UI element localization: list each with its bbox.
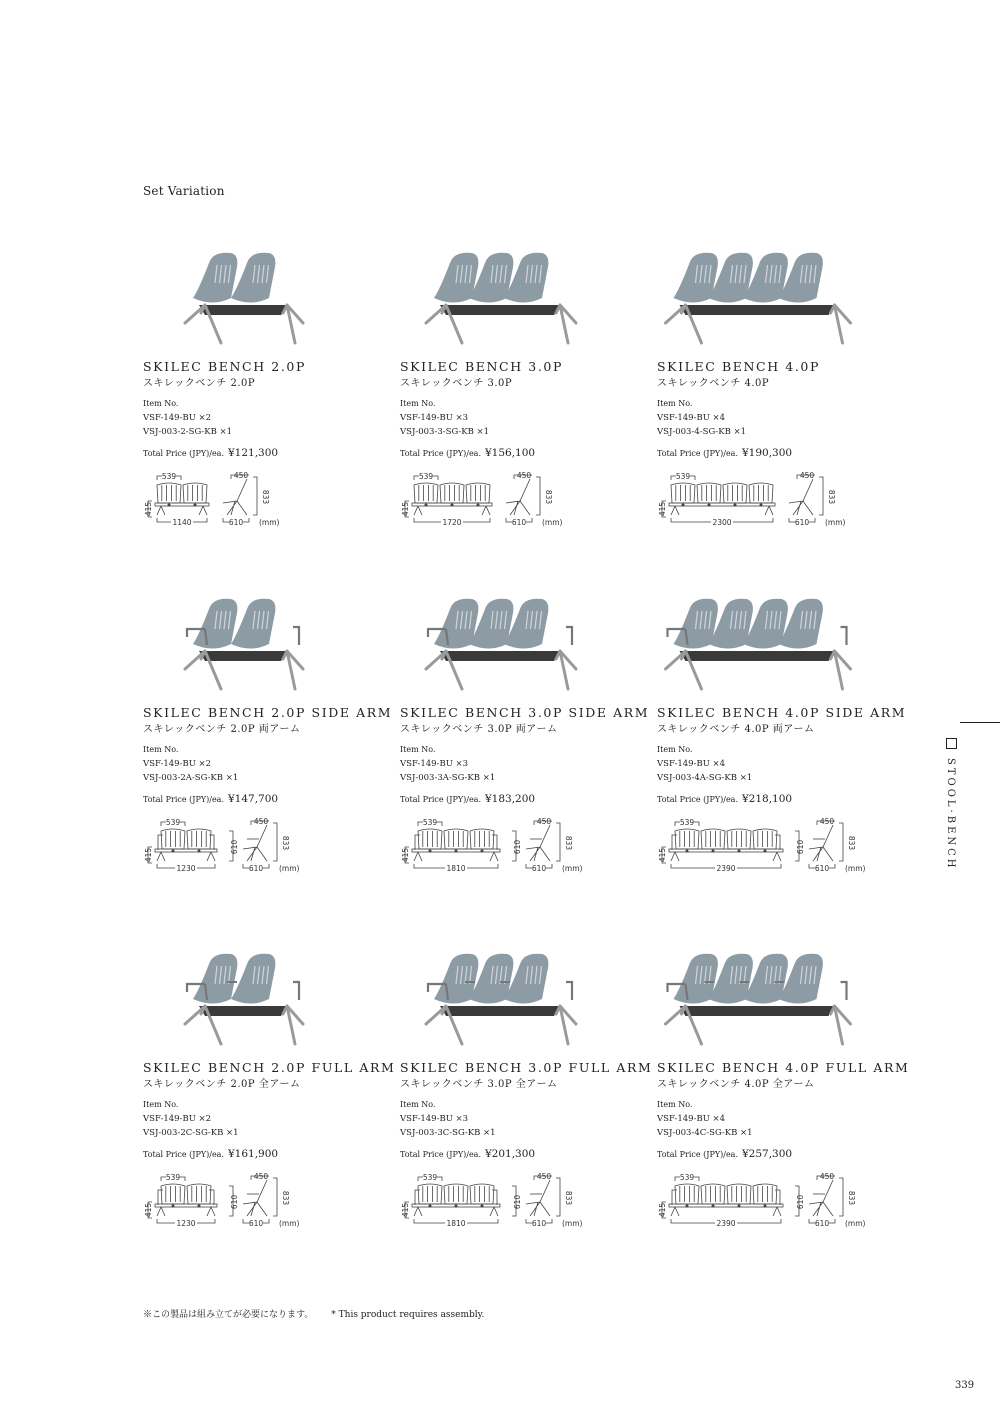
bench-beam xyxy=(199,651,287,661)
product-name: SKILEC BENCH 4.0P FULL ARM xyxy=(657,1060,910,1075)
bench-beam xyxy=(680,651,835,661)
product-photo xyxy=(400,589,610,699)
dimension-total-height: 833 xyxy=(281,835,290,851)
dimension-total-width: 1230 xyxy=(176,864,196,873)
leg-frame xyxy=(556,651,576,689)
front-view-drawing xyxy=(669,483,775,515)
bench-beam xyxy=(440,305,560,315)
product-name-jp: スキレックベンチ 3.0P 全アーム xyxy=(400,1079,558,1090)
unit-label: (mm) xyxy=(562,1219,583,1228)
dimension-seat-width: 539 xyxy=(165,818,181,827)
dimension-seat-height: 415 xyxy=(658,847,667,863)
product-card xyxy=(400,243,640,543)
dimension-diagram xyxy=(657,1172,887,1240)
front-view-drawing xyxy=(155,829,217,861)
page-number: 339 xyxy=(955,1380,975,1391)
dimension-leg-span: 610 xyxy=(531,1219,547,1228)
side-view-drawing xyxy=(243,1180,267,1216)
product-photo xyxy=(400,243,610,353)
product-name-jp: スキレックベンチ 4.0P xyxy=(657,378,770,389)
dimension-total-width: 1810 xyxy=(446,864,466,873)
leg-frame xyxy=(283,651,303,689)
front-view-drawing xyxy=(412,483,492,515)
dimension-arm-height: 610 xyxy=(513,1194,522,1210)
leg-frame xyxy=(831,1006,851,1044)
product-name: SKILEC BENCH 2.0P FULL ARM xyxy=(143,1060,396,1075)
price-label: Total Price (JPY)/ea. xyxy=(657,449,738,458)
item-code: VSF-149-BU ×2 xyxy=(143,1114,212,1124)
leg-frame xyxy=(283,305,303,343)
item-code: VSJ-003-2A-SG-KB ×1 xyxy=(143,773,239,783)
price-label: Total Price (JPY)/ea. xyxy=(400,1150,481,1159)
price-value: ¥183,200 xyxy=(485,793,536,805)
section-title: Set Variation xyxy=(143,184,225,198)
dimension-diagram xyxy=(400,817,630,885)
unit-label: (mm) xyxy=(845,1219,866,1228)
dimension-seat-height: 415 xyxy=(144,501,153,517)
dimension-seat-height: 415 xyxy=(144,847,153,863)
front-view-drawing xyxy=(412,829,500,861)
dimension-seat-width: 539 xyxy=(675,472,691,481)
product-name-jp: スキレックベンチ 4.0P 全アーム xyxy=(657,1079,815,1090)
product-photo xyxy=(143,243,353,353)
item-code: VSF-149-BU ×2 xyxy=(143,759,212,769)
side-tab-rule xyxy=(960,722,1000,723)
dimension-seat-width: 539 xyxy=(418,472,434,481)
unit-label: (mm) xyxy=(562,864,583,873)
dimension-seat-width: 539 xyxy=(165,1173,181,1182)
dimension-seat-height: 415 xyxy=(144,1202,153,1218)
item-code: VSF-149-BU ×3 xyxy=(400,759,469,769)
price-label: Total Price (JPY)/ea. xyxy=(400,795,481,804)
price-label: Total Price (JPY)/ea. xyxy=(143,449,224,458)
dimension-diagram xyxy=(400,1172,630,1240)
item-code: VSJ-003-3-SG-KB ×1 xyxy=(400,427,490,437)
dimension-arm-height: 610 xyxy=(796,1194,805,1210)
price-value: ¥257,300 xyxy=(742,1148,793,1160)
bench-beam xyxy=(199,1006,287,1016)
item-no-label: Item No. xyxy=(657,399,693,408)
dimension-total-height: 833 xyxy=(281,1190,290,1206)
product-name: SKILEC BENCH 3.0P xyxy=(400,359,563,374)
armrest xyxy=(293,982,299,1000)
unit-label: (mm) xyxy=(542,518,563,527)
dimension-total-height: 833 xyxy=(847,1190,856,1206)
dimension-leg-span: 610 xyxy=(248,1219,264,1228)
dimension-total-width: 1810 xyxy=(446,1219,466,1228)
item-code: VSF-149-BU ×4 xyxy=(657,413,726,423)
price-label: Total Price (JPY)/ea. xyxy=(657,795,738,804)
product-name-jp: スキレックベンチ 2.0P 両アーム xyxy=(143,724,301,735)
dimension-seat-width: 539 xyxy=(161,472,177,481)
seat-shell xyxy=(193,954,237,1004)
dimension-total-height: 833 xyxy=(847,835,856,851)
dimension-seat-depth: 450 xyxy=(536,1172,552,1181)
item-code: VSJ-003-3A-SG-KB ×1 xyxy=(400,773,496,783)
armrest xyxy=(841,982,847,1000)
dimension-seat-width: 539 xyxy=(679,1173,695,1182)
item-code: VSF-149-BU ×4 xyxy=(657,759,726,769)
side-view-drawing xyxy=(243,825,267,861)
dimension-leg-span: 610 xyxy=(814,864,830,873)
dimension-seat-height: 415 xyxy=(658,1202,667,1218)
unit-label: (mm) xyxy=(279,1219,300,1228)
dimension-diagram xyxy=(657,817,887,885)
item-code: VSF-149-BU ×4 xyxy=(657,1114,726,1124)
bench-beam xyxy=(680,1006,835,1016)
product-card xyxy=(143,944,396,1244)
dimension-seat-width: 539 xyxy=(422,1173,438,1182)
item-code: VSJ-003-2C-SG-KB ×1 xyxy=(143,1128,239,1138)
dimension-arm-height: 610 xyxy=(230,839,239,855)
product-photo xyxy=(657,243,867,353)
bench-beam xyxy=(199,305,287,315)
dimension-leg-span: 610 xyxy=(511,518,527,527)
price-value: ¥147,700 xyxy=(228,793,279,805)
side-view-drawing xyxy=(809,1180,833,1216)
dimension-total-width: 2390 xyxy=(716,864,736,873)
item-code: VSJ-003-4C-SG-KB ×1 xyxy=(657,1128,753,1138)
side-view-drawing xyxy=(506,479,530,515)
dimension-seat-depth: 450 xyxy=(233,471,249,480)
price-value: ¥190,300 xyxy=(742,447,793,459)
dimension-diagram xyxy=(143,1172,373,1240)
unit-label: (mm) xyxy=(279,864,300,873)
product-photo xyxy=(400,944,610,1054)
price-line xyxy=(143,793,278,805)
item-no-label: Item No. xyxy=(143,1100,179,1109)
dimension-seat-width: 539 xyxy=(679,818,695,827)
dimension-total-width: 1230 xyxy=(176,1219,196,1228)
dimension-total-height: 833 xyxy=(544,489,553,505)
front-view-drawing xyxy=(412,1184,500,1216)
leg-frame xyxy=(556,1006,576,1044)
front-view-drawing xyxy=(155,483,209,515)
dimension-total-height: 833 xyxy=(564,835,573,851)
side-view-drawing xyxy=(526,825,550,861)
price-label: Total Price (JPY)/ea. xyxy=(143,795,224,804)
price-label: Total Price (JPY)/ea. xyxy=(143,1150,224,1159)
item-code: VSF-149-BU ×2 xyxy=(143,413,212,423)
front-view-drawing xyxy=(669,829,783,861)
product-card xyxy=(657,589,907,889)
product-card xyxy=(143,589,393,889)
item-code: VSJ-003-2-SG-KB ×1 xyxy=(143,427,233,437)
price-value: ¥201,300 xyxy=(485,1148,536,1160)
front-view-drawing xyxy=(155,1184,217,1216)
product-photo xyxy=(657,944,867,1054)
dimension-diagram xyxy=(400,471,630,539)
side-view-drawing xyxy=(809,825,833,861)
dimension-leg-span: 610 xyxy=(814,1219,830,1228)
product-name-jp: スキレックベンチ 3.0P 両アーム xyxy=(400,724,558,735)
product-photo xyxy=(657,589,867,699)
price-line xyxy=(143,1148,278,1160)
side-view-drawing xyxy=(789,479,813,515)
dimension-seat-depth: 450 xyxy=(253,1172,269,1181)
footnote xyxy=(143,1307,484,1320)
category-square-icon xyxy=(946,738,957,749)
price-line xyxy=(400,1148,535,1160)
product-name: SKILEC BENCH 2.0P xyxy=(143,359,306,374)
bench-beam xyxy=(440,651,560,661)
dimension-total-width: 2390 xyxy=(716,1219,736,1228)
product-card xyxy=(143,243,383,543)
item-code: VSJ-003-4A-SG-KB ×1 xyxy=(657,773,753,783)
product-card xyxy=(400,944,653,1244)
side-view-drawing xyxy=(223,479,247,515)
front-view-drawing xyxy=(669,1184,783,1216)
dimension-seat-height: 415 xyxy=(401,847,410,863)
dimension-seat-depth: 450 xyxy=(516,471,532,480)
footnote-jp: ※この製品は組み立てが必要になります。 xyxy=(143,1310,314,1320)
item-no-label: Item No. xyxy=(143,745,179,754)
price-line xyxy=(143,447,278,459)
price-line xyxy=(400,447,535,459)
product-name: SKILEC BENCH 2.0P SIDE ARM xyxy=(143,705,393,720)
product-name: SKILEC BENCH 4.0P xyxy=(657,359,820,374)
seat-shell xyxy=(231,954,275,1004)
dimension-seat-depth: 450 xyxy=(819,1172,835,1181)
price-value: ¥218,100 xyxy=(742,793,793,805)
dimension-seat-depth: 450 xyxy=(799,471,815,480)
product-card xyxy=(657,944,910,1244)
seat-shell xyxy=(193,253,237,303)
item-no-label: Item No. xyxy=(657,1100,693,1109)
item-code: VSF-149-BU ×3 xyxy=(400,1114,469,1124)
price-line xyxy=(400,793,535,805)
item-code: VSF-149-BU ×3 xyxy=(400,413,469,423)
product-name: SKILEC BENCH 3.0P FULL ARM xyxy=(400,1060,653,1075)
leg-frame xyxy=(556,305,576,343)
side-view-drawing xyxy=(526,1180,550,1216)
product-name: SKILEC BENCH 4.0P SIDE ARM xyxy=(657,705,907,720)
dimension-diagram xyxy=(143,471,373,539)
seat-shell xyxy=(231,253,275,303)
dimension-arm-height: 610 xyxy=(230,1194,239,1210)
product-name-jp: スキレックベンチ 2.0P 全アーム xyxy=(143,1079,301,1090)
price-value: ¥121,300 xyxy=(228,447,279,459)
dimension-seat-depth: 450 xyxy=(536,817,552,826)
dimension-total-width: 2300 xyxy=(712,518,732,527)
dimension-leg-span: 610 xyxy=(228,518,244,527)
bench-beam xyxy=(440,1006,560,1016)
dimension-leg-span: 610 xyxy=(248,864,264,873)
product-photo xyxy=(143,944,353,1054)
product-name-jp: スキレックベンチ 4.0P 両アーム xyxy=(657,724,815,735)
leg-frame xyxy=(831,651,851,689)
dimension-seat-height: 415 xyxy=(658,501,667,517)
item-no-label: Item No. xyxy=(400,399,436,408)
dimension-arm-height: 610 xyxy=(513,839,522,855)
product-card xyxy=(400,589,650,889)
dimension-total-width: 1720 xyxy=(442,518,462,527)
footnote-en: * This product requires assembly. xyxy=(331,1310,485,1320)
product-name-jp: スキレックベンチ 2.0P xyxy=(143,378,256,389)
dimension-seat-height: 415 xyxy=(401,501,410,517)
leg-frame xyxy=(283,1006,303,1044)
item-code: VSJ-003-4-SG-KB ×1 xyxy=(657,427,747,437)
dimension-arm-height: 610 xyxy=(796,839,805,855)
price-line xyxy=(657,793,792,805)
dimension-total-height: 833 xyxy=(827,489,836,505)
unit-label: (mm) xyxy=(825,518,846,527)
price-label: Total Price (JPY)/ea. xyxy=(400,449,481,458)
armrest xyxy=(841,627,847,645)
dimension-seat-depth: 450 xyxy=(253,817,269,826)
dimension-seat-depth: 450 xyxy=(819,817,835,826)
seat-shell xyxy=(193,599,237,649)
dimension-leg-span: 610 xyxy=(531,864,547,873)
product-photo xyxy=(143,589,353,699)
armrest xyxy=(566,627,572,645)
dimension-leg-span: 610 xyxy=(794,518,810,527)
item-no-label: Item No. xyxy=(400,1100,436,1109)
product-name: SKILEC BENCH 3.0P SIDE ARM xyxy=(400,705,650,720)
product-name-jp: スキレックベンチ 3.0P xyxy=(400,378,513,389)
dimension-seat-width: 539 xyxy=(422,818,438,827)
item-no-label: Item No. xyxy=(657,745,693,754)
dimension-total-width: 1140 xyxy=(172,518,192,527)
price-value: ¥161,900 xyxy=(228,1148,279,1160)
side-tab-label: STOOL·BENCH xyxy=(945,758,956,871)
item-no-label: Item No. xyxy=(143,399,179,408)
dimension-total-height: 833 xyxy=(261,489,270,505)
bench-beam xyxy=(680,305,835,315)
price-line xyxy=(657,447,792,459)
armrest xyxy=(293,627,299,645)
armrest xyxy=(566,982,572,1000)
leg-frame xyxy=(831,305,851,343)
dimension-seat-height: 415 xyxy=(401,1202,410,1218)
price-value: ¥156,100 xyxy=(485,447,536,459)
dimension-total-height: 833 xyxy=(564,1190,573,1206)
item-code: VSJ-003-3C-SG-KB ×1 xyxy=(400,1128,496,1138)
unit-label: (mm) xyxy=(845,864,866,873)
dimension-diagram xyxy=(143,817,373,885)
seat-shell xyxy=(231,599,275,649)
item-no-label: Item No. xyxy=(400,745,436,754)
price-label: Total Price (JPY)/ea. xyxy=(657,1150,738,1159)
dimension-diagram xyxy=(657,471,887,539)
unit-label: (mm) xyxy=(259,518,280,527)
price-line xyxy=(657,1148,792,1160)
product-card xyxy=(657,243,897,543)
